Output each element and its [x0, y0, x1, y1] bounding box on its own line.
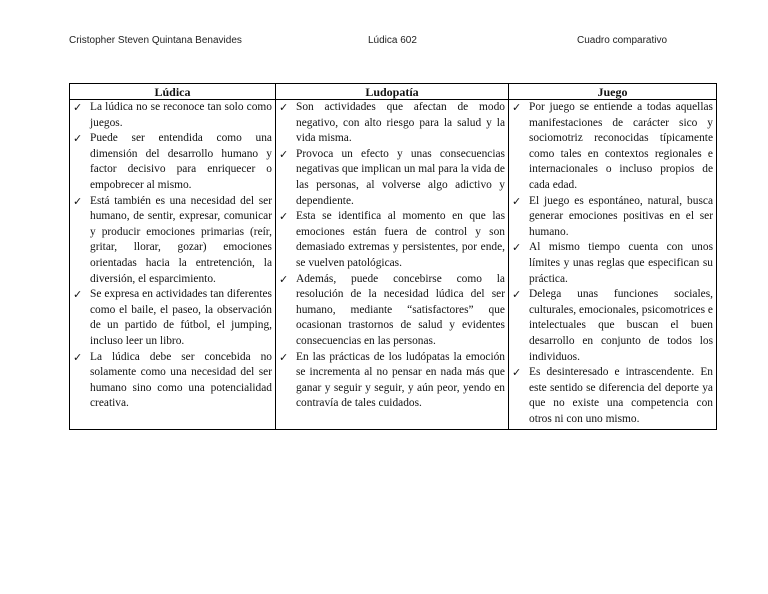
item-text: Delega unas funciones sociales, culturales, emocionales, psicomotrices e intelectuales que buscan el buen desarrollo en conjunto de todos los individuos. — [529, 288, 713, 363]
list-item — [510, 287, 713, 365]
column-juego — [509, 100, 717, 430]
table-row — [70, 100, 717, 430]
check-icon: ✓ — [512, 101, 522, 114]
list-item — [510, 100, 713, 194]
item-text: Son actividades que afectan de modo negativo, con alto riesgo para la salud y la vida misma. — [296, 101, 505, 145]
author-name: Cristopher Steven Quintana Benavides — [69, 35, 242, 46]
check-icon: ✓ — [73, 194, 83, 208]
check-icon: ✓ — [279, 272, 289, 286]
item-text: Al mismo tiempo cuenta con unos límites y unas reglas que especifican su práctica. — [529, 241, 713, 285]
document-title: Cuadro comparativo — [577, 35, 668, 46]
item-text: La lúdica debe ser concebida no solamente como una necesidad del ser humano sino como una potencialidad creativa. — [90, 350, 272, 410]
list-item — [71, 287, 272, 349]
column-heading-juego: Juego — [509, 84, 717, 100]
list-item — [277, 147, 505, 209]
table-header-row — [70, 84, 717, 100]
column-ludica — [70, 100, 276, 430]
check-icon: ✓ — [512, 194, 522, 208]
check-icon: ✓ — [512, 241, 522, 255]
comparison-table — [69, 83, 717, 430]
item-text: Se expresa en actividades tan diferentes como el baile, el paseo, la observación de un partido de fútbol, el jumping, incluso leer un libro. — [90, 288, 272, 347]
item-text: Esta se identifica al momento en que las emociones están fuera de control y son demasiado extremas y persistentes, por ende, se vuelven patológicas. — [296, 210, 505, 269]
item-text: Puede ser entendida como una dimensión del desarrollo humano y factor decisivo para enriquecer o empobrecer al mismo. — [90, 132, 272, 191]
item-text: Por juego se entiende a todas aquellas manifestaciones de carácter sico y sociomotriz reconocidas típicamente como tales en contextos regionales e internacionales o incluso propios de cada edad. — [529, 101, 713, 191]
check-icon: ✓ — [73, 132, 83, 146]
item-text: En las prácticas de los ludópatas la emoción se incrementa al no pensar en nada más que ganar y seguir y seguir, y aún peor, yendo en contravía de tales cuidados. — [296, 350, 505, 410]
check-icon: ✓ — [279, 101, 289, 114]
list-item — [71, 350, 272, 412]
check-icon: ✓ — [512, 366, 522, 380]
list-item — [510, 365, 713, 427]
list-item — [71, 131, 272, 193]
course-name: Lúdica 602 — [368, 35, 417, 46]
column-heading-ludopatia: Ludopatía — [276, 84, 509, 100]
item-text: La lúdica no se reconoce tan solo como juegos. — [90, 101, 272, 129]
list-item — [277, 272, 505, 350]
list-item — [277, 209, 505, 271]
item-text: Es desinteresado e intrascendente. En este sentido se diferencia del deporte ya que no existe una competencia con otros ni con uno mismo. — [529, 366, 713, 425]
list-item — [71, 194, 272, 288]
item-text: Provoca un efecto y unas consecuencias negativas que implican un mal para la vida de las personas, al volverse algo adictivo y dependiente. — [296, 147, 505, 207]
list-item — [277, 100, 505, 147]
check-icon: ✓ — [279, 350, 289, 364]
list-item — [277, 350, 505, 412]
check-icon: ✓ — [73, 288, 83, 302]
list-item — [510, 240, 713, 287]
check-icon: ✓ — [73, 350, 83, 364]
column-ludopatia — [276, 100, 509, 430]
item-text: El juego es espontáneo, natural, busca generar emociones positivas en el ser humano. — [529, 194, 713, 238]
item-text: Además, puede concebirse como la resolución de la necesidad lúdica del ser humano, mediante “satisfactores” que ocasionan trastornos de salud y evidentes consecuencias en las personas. — [296, 272, 505, 347]
list-item — [510, 194, 713, 241]
check-icon: ✓ — [279, 147, 289, 161]
column-heading-ludica: Lúdica — [70, 84, 276, 100]
item-text: Está también es una necesidad del ser humano, de sentir, expresar, comunicar y producir emociones primarias (reír, gritar, llorar, gozar) emociones orientadas hacia la entretención, la diversión, el esparcimiento. — [90, 194, 272, 285]
check-icon: ✓ — [279, 210, 289, 224]
check-icon: ✓ — [73, 101, 83, 114]
check-icon: ✓ — [512, 288, 522, 302]
list-item — [71, 100, 272, 131]
